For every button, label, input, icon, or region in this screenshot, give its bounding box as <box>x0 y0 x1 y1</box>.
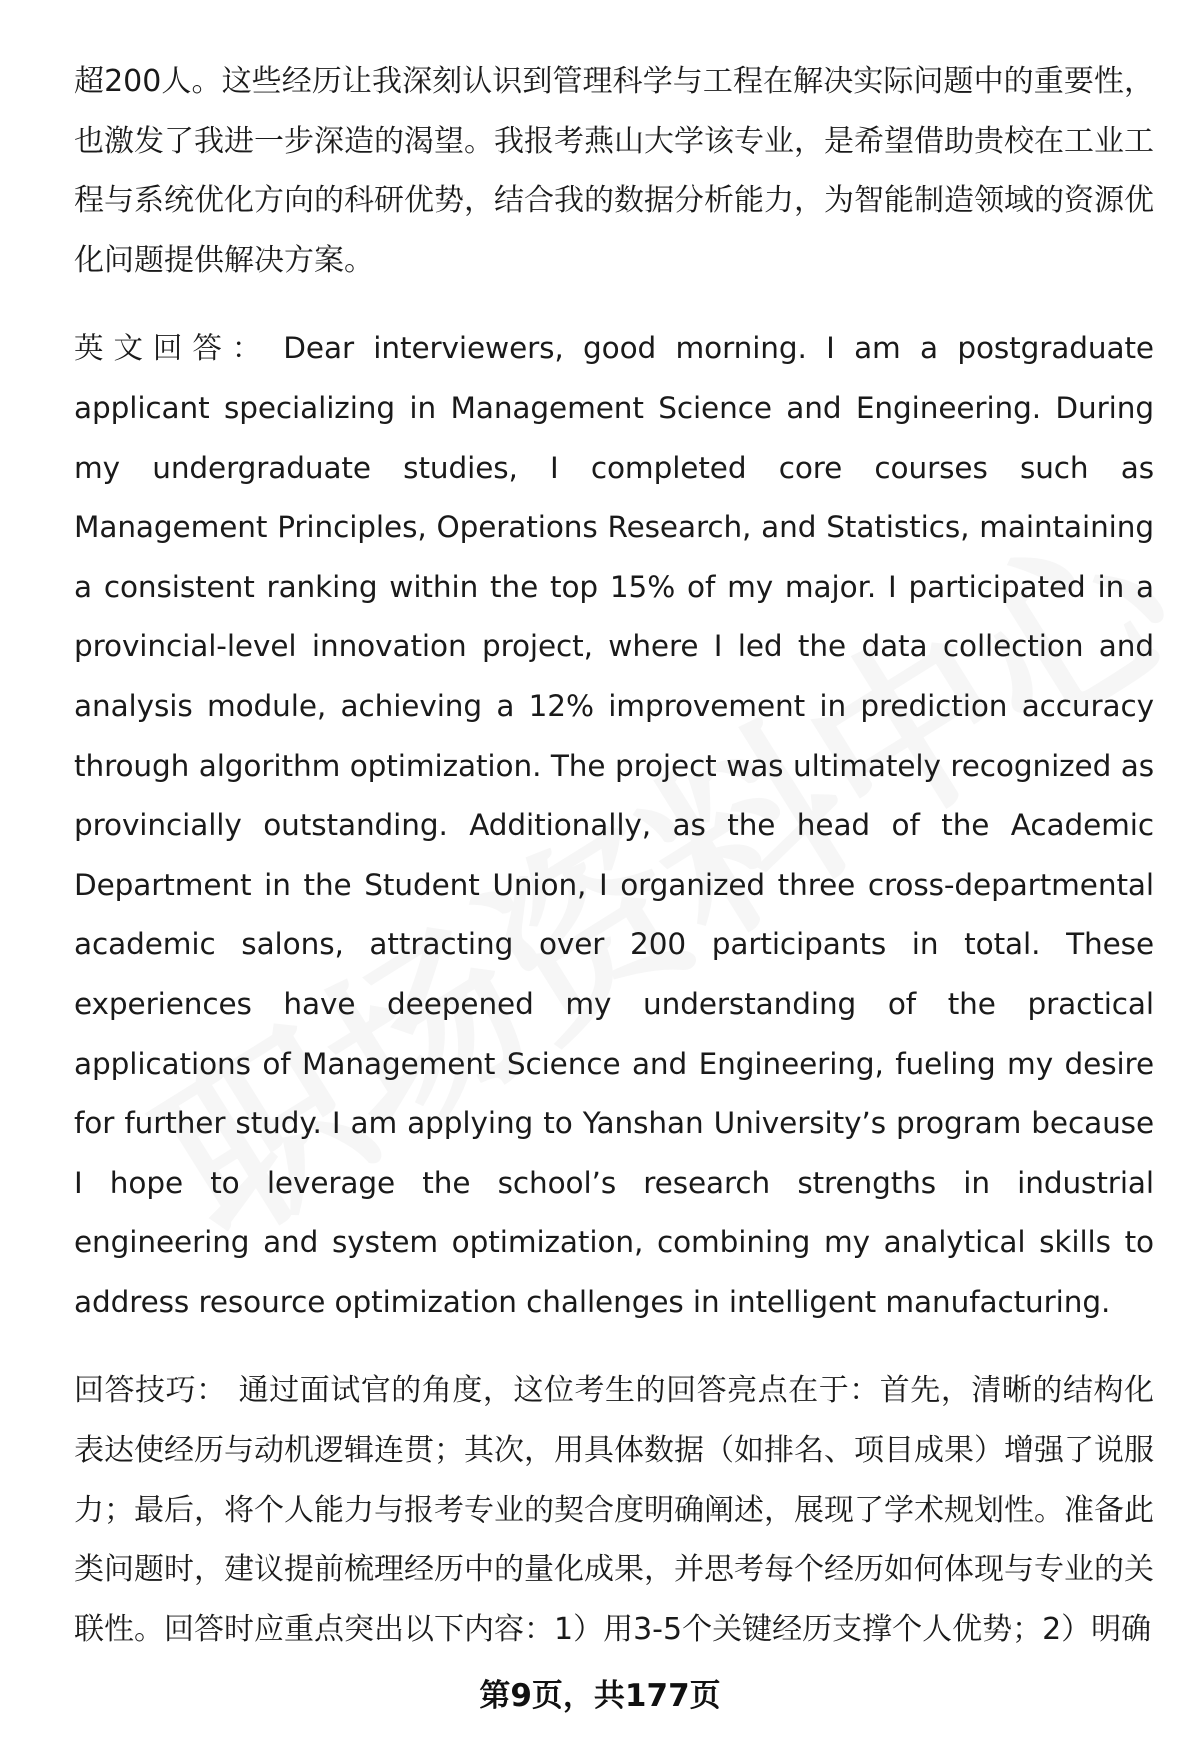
paragraph-text: Dear interviewers, good morning. I am a postgraduate applicant specializing in Management Science and Engineering. During my undergraduate studies, I completed core courses such as Management Principles, Operations Research, and Statistics, maintaining a consistent ranking within the top 15% of my major. I participated in a provincial-level innovation project, where I led the data collection and analysis module, achieving a 12% improvement in prediction accuracy through algorithm optimization. The project was ultimately recognized as provincially outstanding. Additionally, as the head of the Academic Department in the Student Union, I organized three cross-departmental academic salons, attracting over 200 participants in total. These experiences have deepened my understanding of the practical applications of Management Science and Engineering, fueling my desire for further study. I am applying to Yanshan University’s program because I hope to leverage the school’s research strengths in industrial engineering and system optimization, combining my analytical skills to address resource optimization challenges in intelligent manufacturing. <box>74 331 1154 1319</box>
page-number-footer: 第9页，共177页 <box>479 1678 721 1714</box>
document-body <box>74 52 1154 1688</box>
paragraph-label: 回答技巧： <box>74 1373 227 1409</box>
paragraph-chinese-continuation <box>74 52 1154 290</box>
paragraph-label: 英文回答： <box>74 331 272 366</box>
paragraph-text: 超200人。这些经历让我深刻认识到管理科学与工程在解决实际问题中的重要性，也激发了我进一步深造的渴望。我报考燕山大学该专业，是希望借助贵校在工业工程与系统优化方向的科研优势，结合我的数据分析能力，为智能制造领域的资源优化问题提供解决方案。 <box>74 64 1154 278</box>
paragraph-text: 通过面试官的角度，这位考生的回答亮点在于：首先，清晰的结构化表达使经历与动机逻辑连贯；其次，用具体数据（如排名、项目成果）增强了说服力；最后，将个人能力与报考专业的契合度明确阐述，展现了学术规划性。准备此类问题时，建议提前梳理经历中的量化成果，并思考每个经历如何体现与专业的关联性。回答时应重点突出以下内容：1）用3-5个关键经历支撑个人优势；2）明确 <box>74 1373 1155 1647</box>
paragraph-answer-tips <box>74 1361 1154 1659</box>
paragraph-english-answer <box>74 319 1154 1332</box>
